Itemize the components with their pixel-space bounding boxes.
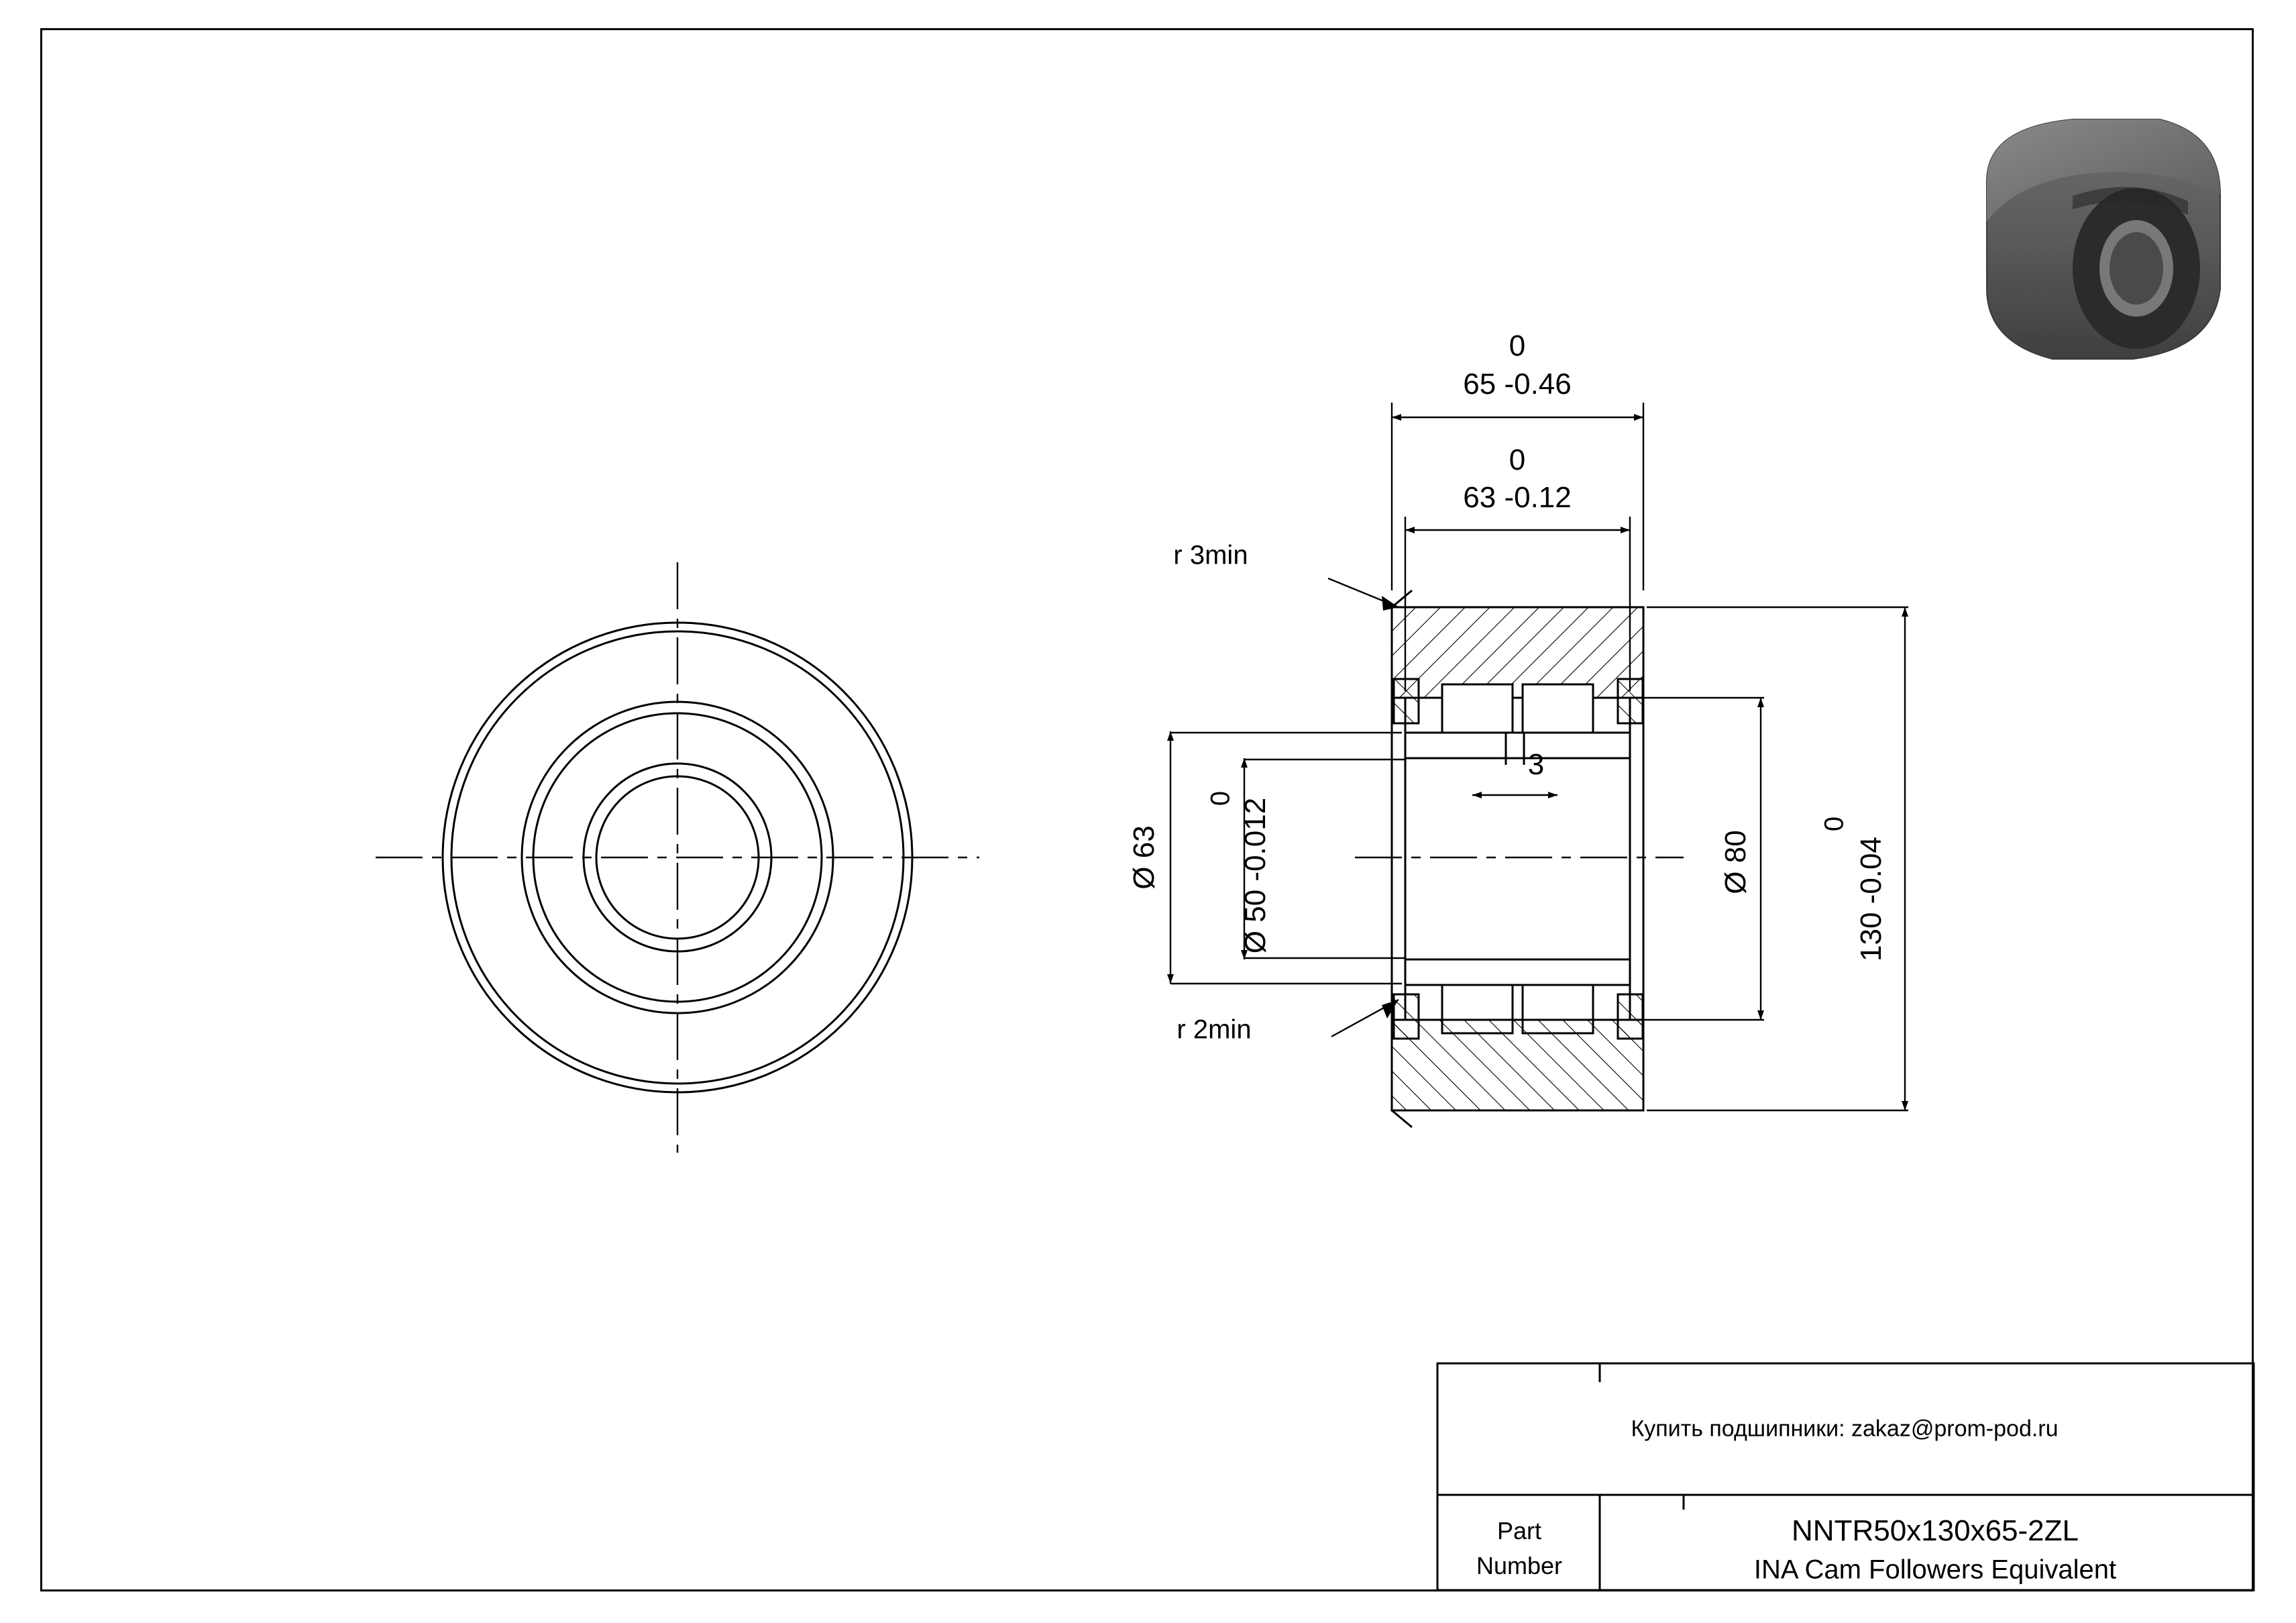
dim-65-nominal: 65 — [1463, 368, 1496, 401]
titleblock-contact: Купить подшипники: zakaz@prom-pod.ru — [1631, 1416, 2059, 1442]
dim-65-tolerance-lower: -0.46 — [1504, 368, 1572, 401]
dim-raceway-dia-80: Ø 80 — [1719, 830, 1752, 894]
dim-50-tolerance-upper: 0 — [1205, 790, 1236, 806]
dim-130-value — [1855, 837, 1888, 961]
dim-65-tolerance-upper: 0 — [1509, 329, 1526, 362]
front-circular-view — [376, 562, 979, 1153]
dim-63-tolerance-lower: -0.12 — [1504, 481, 1572, 514]
titleblock-part-label-line2: Number — [1476, 1552, 1563, 1579]
dim-130-tolerance-lower: -0.04 — [1855, 837, 1888, 904]
dim-63-nominal: 63 — [1463, 481, 1496, 514]
isometric-preview — [1987, 119, 2220, 359]
titleblock-part-number: NNTR50x130x65-2ZL — [1792, 1514, 2079, 1547]
section-view — [1355, 590, 1684, 1127]
dim-bore-dia-63: Ø 63 — [1128, 825, 1160, 890]
dim-50-value — [1239, 798, 1272, 953]
dim-130-nominal: 130 — [1855, 912, 1888, 961]
note-r3min: r 3min — [1173, 540, 1248, 570]
dim-50-tolerance-lower: -0.012 — [1239, 797, 1272, 882]
dim-65-value — [1463, 368, 1571, 401]
titleblock-part-description: INA Cam Followers Equivalent — [1753, 1555, 2117, 1585]
dim-50-nominal: Ø 50 — [1239, 889, 1272, 954]
dim-130-tolerance-upper: 0 — [1819, 816, 1849, 832]
note-r2min: r 2min — [1177, 1014, 1252, 1045]
dim-63-value — [1463, 481, 1571, 515]
titleblock-part-label-line1: Part — [1496, 1517, 1542, 1545]
dim-63-tolerance-upper: 0 — [1509, 443, 1526, 476]
dim-groove-width-3: 3 — [1527, 748, 1545, 781]
